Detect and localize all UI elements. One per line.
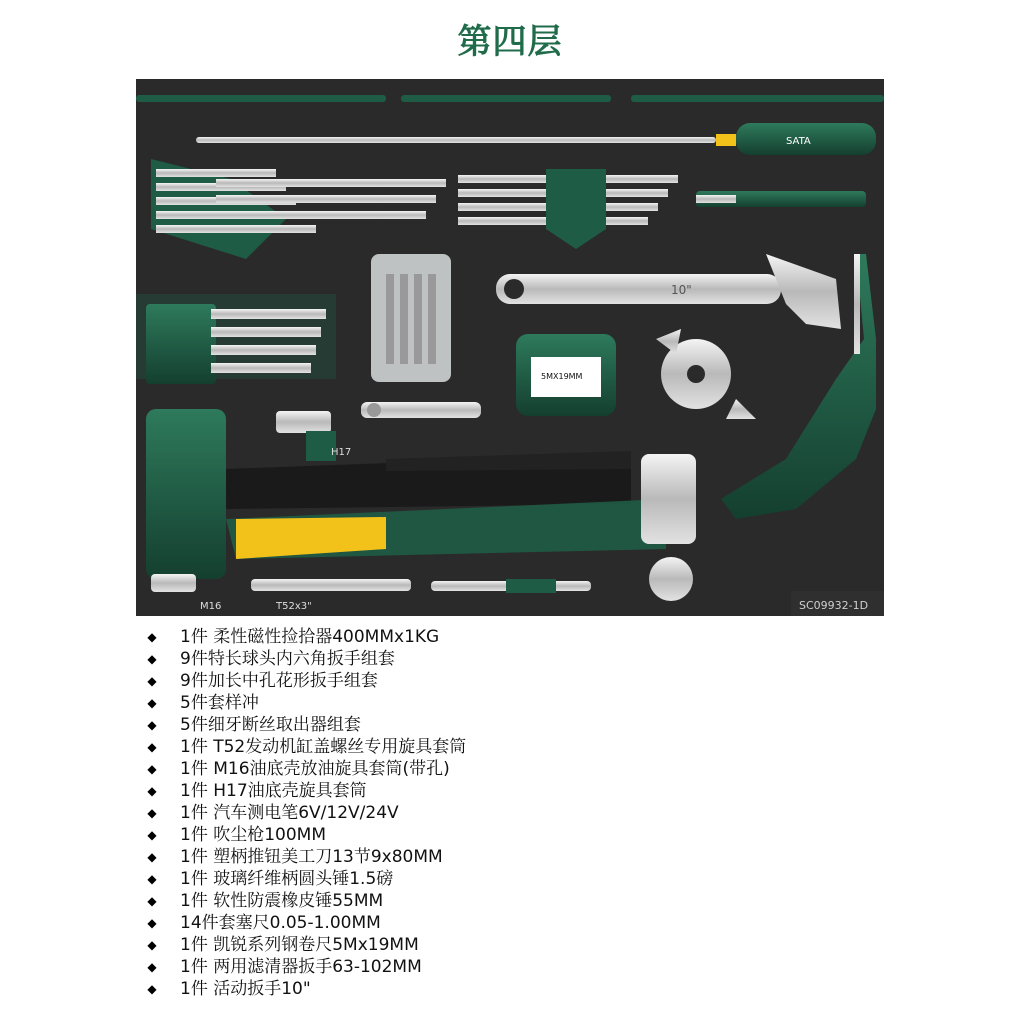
list-item — [146, 736, 746, 758]
list-item — [146, 890, 746, 912]
diamond-bullet-icon: ◆ — [147, 850, 157, 864]
list-item-text: 1件 M16油底壳放油旋具套筒(带孔) — [180, 759, 450, 779]
list-item-text: 1件 两用滤清器扳手63-102MM — [180, 957, 422, 977]
list-item-text: 1件 H17油底壳旋具套筒 — [180, 781, 367, 801]
diamond-bullet-icon: ◆ — [147, 916, 157, 930]
brand-logo: SATA — [786, 136, 811, 147]
foam-groove — [136, 95, 386, 102]
t52-label: T52x3" — [276, 601, 312, 612]
list-item — [146, 934, 746, 956]
diamond-bullet-icon: ◆ — [147, 740, 157, 754]
list-item — [146, 626, 746, 648]
feeler-gauge — [361, 402, 481, 418]
list-item-text: 1件 吹尘枪100MM — [180, 825, 327, 845]
tape-measure — [516, 334, 616, 416]
diamond-bullet-icon: ◆ — [147, 960, 157, 974]
list-item-text: 9件加长中孔花形扳手组套 — [180, 671, 378, 691]
diamond-bullet-icon: ◆ — [147, 718, 157, 732]
list-item — [146, 846, 746, 868]
diamond-bullet-icon: ◆ — [147, 696, 157, 710]
diamond-bullet-icon: ◆ — [147, 872, 157, 886]
tool-tray-image — [136, 79, 884, 616]
list-item-text: 1件 塑柄推钮美工刀13节9x80MM — [180, 847, 443, 867]
model-code: SC09932-1D — [799, 599, 869, 612]
diamond-bullet-icon: ◆ — [147, 894, 157, 908]
diamond-bullet-icon: ◆ — [147, 828, 157, 842]
list-item — [146, 780, 746, 802]
h17-label: H17 — [331, 447, 352, 458]
list-item — [146, 956, 746, 978]
list-item-text: 1件 T52发动机缸盖螺丝专用旋具套筒 — [180, 737, 467, 757]
list-item-text: 1件 柔性磁性捡拾器400MMx1KG — [180, 627, 440, 647]
diamond-bullet-icon: ◆ — [147, 938, 157, 952]
list-item — [146, 692, 746, 714]
circuit-tester — [431, 579, 591, 593]
tape-size-label: 5MX19MM — [541, 372, 583, 381]
diamond-bullet-icon: ◆ — [147, 762, 157, 776]
list-item-text: 1件 活动扳手10" — [180, 979, 311, 999]
list-item-text: 1件 凯锐系列钢卷尺5Mx19MM — [180, 935, 419, 955]
list-item — [146, 802, 746, 824]
list-item — [146, 978, 746, 1000]
diamond-bullet-icon: ◆ — [147, 784, 157, 798]
list-item-text: 1件 软性防震橡皮锤55MM — [180, 891, 384, 911]
foam-groove — [401, 95, 611, 102]
item-list — [146, 626, 746, 1000]
utility-knife — [696, 191, 866, 207]
diamond-bullet-icon: ◆ — [147, 982, 157, 996]
m16-label: M16 — [200, 601, 222, 612]
page-title: 第四层 — [457, 22, 563, 62]
list-item-text: 5件套样冲 — [180, 693, 259, 713]
list-item — [146, 868, 746, 890]
diamond-bullet-icon: ◆ — [147, 630, 157, 644]
diamond-bullet-icon: ◆ — [147, 674, 157, 688]
diamond-bullet-icon: ◆ — [147, 652, 157, 666]
list-item-text: 1件 汽车测电笔6V/12V/24V — [180, 803, 399, 823]
wrench-size-label: 10" — [671, 283, 692, 297]
screw-extractor-set — [371, 254, 451, 382]
list-item-text: 1件 玻璃纤维柄圆头锤1.5磅 — [180, 869, 394, 889]
list-item — [146, 824, 746, 846]
list-item-text: 9件特长球头内六角扳手组套 — [180, 649, 395, 669]
list-item — [146, 670, 746, 692]
diamond-bullet-icon: ◆ — [147, 806, 157, 820]
punch-set — [136, 294, 336, 384]
list-item — [146, 758, 746, 780]
list-item — [146, 648, 746, 670]
foam-groove — [631, 95, 884, 102]
list-item — [146, 912, 746, 934]
list-item-text: 14件套塞尺0.05-1.00MM — [180, 913, 381, 933]
list-item-text: 5件细牙断丝取出器组套 — [180, 715, 361, 735]
list-item — [146, 714, 746, 736]
